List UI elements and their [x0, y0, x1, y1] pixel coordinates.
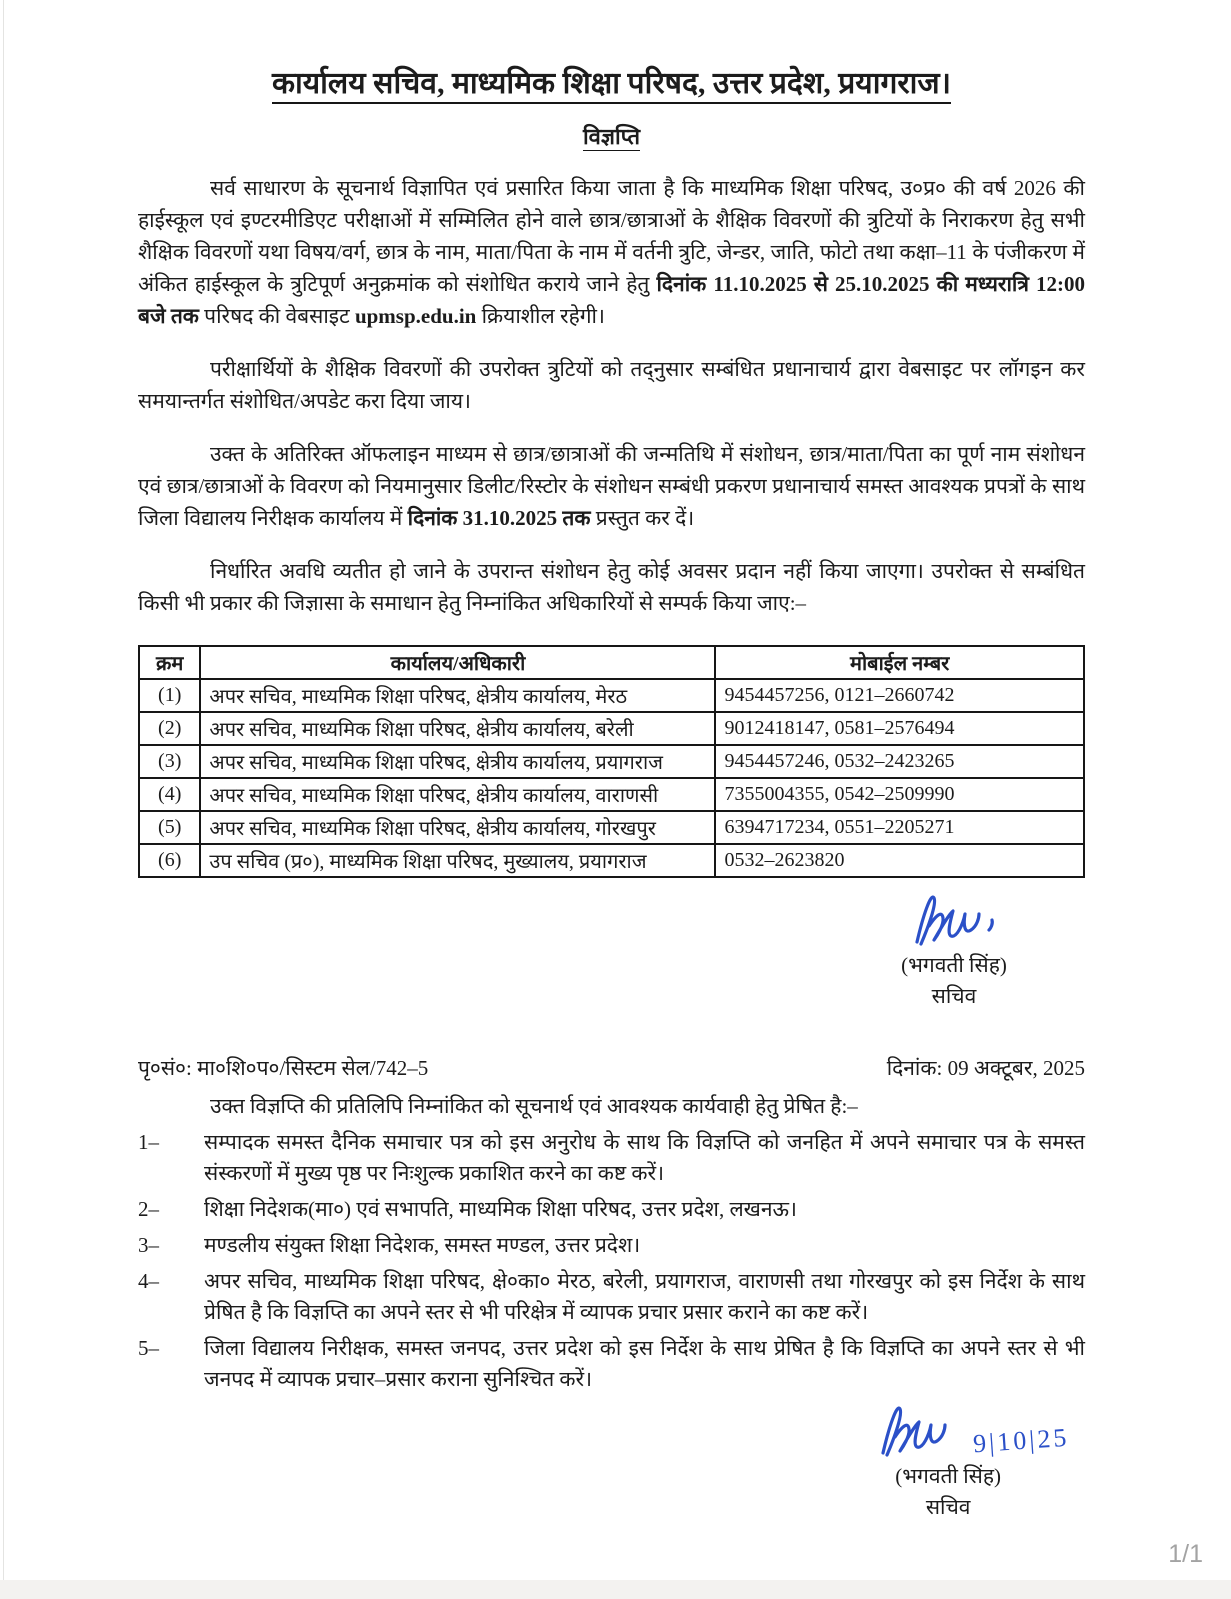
reference-number: पृ०सं०: मा०शि०प०/सिस्टम सेल/742–5 — [138, 1055, 429, 1080]
list-item — [138, 1127, 1085, 1189]
list-item — [138, 1266, 1085, 1328]
row-office: अपर सचिव, माध्यमिक शिक्षा परिषद, क्षेत्रीय कार्यालय, वाराणसी — [200, 778, 715, 811]
reference-date: दिनांक: 09 अक्टूबर, 2025 — [886, 1055, 1085, 1080]
row-office: अपर सचिव, माध्यमिक शिक्षा परिषद, क्षेत्रीय कार्यालय, प्रयागराज — [200, 745, 715, 778]
signature-ink-bottom — [895, 1397, 1071, 1461]
list-item-text: सम्पादक समस्त दैनिक समाचार पत्र को इस अनुरोध के साथ कि विज्ञप्ति को जनहित में अपने समाचार पत्र के समस्त संस्करणों में मुख्य पृष्ठ पर निःशुल्क प्रकाशित करने का कष्ट करें। — [204, 1129, 1085, 1185]
signature-block-top — [889, 886, 1019, 1012]
signatory-name: (भगवती सिंह) — [901, 952, 1007, 977]
copy-intro-line: उक्त विज्ञप्ति की प्रतिलिपि निम्नांकित को सूचनार्थ एवं आवश्यक कार्यवाही हेतु प्रेषित है:– — [210, 1093, 858, 1118]
document-title — [138, 64, 1085, 105]
table-row — [139, 811, 1084, 844]
reference-row — [138, 1054, 1085, 1082]
page-indicator: 1/1 — [1168, 1540, 1203, 1568]
table-row — [139, 844, 1084, 877]
handwritten-date: 9|10|25 — [972, 1422, 1071, 1458]
row-phone: 0532–2623820 — [715, 844, 1084, 877]
list-item-text: जिला विद्यालय निरीक्षक, समस्त जनपद, उत्तर प्रदेश को इस निर्देश के साथ प्रेषित है कि विज्ञप्ति का अपने स्तर से भी जनपद में व्यापक प्रचार–प्रसार कराना सुनिश्चित करें। — [204, 1335, 1085, 1391]
row-office: अपर सचिव, माध्यमिक शिक्षा परिषद, क्षेत्रीय कार्यालय, गोरखपुर — [200, 811, 715, 844]
signatory-name: (भगवती सिंह) — [895, 1463, 1001, 1488]
row-serial: (4) — [139, 778, 200, 811]
signature-scribble-icon — [889, 886, 1019, 950]
table-row — [139, 778, 1084, 811]
header-phone: मोबाईल नम्बर — [715, 646, 1084, 679]
paragraph-1-mid: परिषद की वेबसाइट — [198, 303, 355, 328]
paragraph-4: निर्धारित अवधि व्यतीत हो जाने के उपरान्त संशोधन हेतु कोई अवसर प्रदान नहीं किया जाएगा। उपरोक्त से सम्बंधित किसी भी प्रकार की जिज्ञासा के समाधान हेतु निम्नांकित अधिकारियों से सम्पर्क किया जाए:– — [138, 558, 1085, 615]
list-item — [138, 1230, 1085, 1261]
row-serial: (1) — [139, 679, 200, 712]
row-serial: (2) — [139, 712, 200, 745]
row-phone: 9012418147, 0581–2576494 — [715, 712, 1084, 745]
signatory-designation: सचिव — [931, 983, 977, 1008]
table-row — [139, 712, 1084, 745]
officers-contact-table — [138, 645, 1085, 878]
signature-ink-top — [889, 886, 1019, 950]
row-office: उप सचिव (प्र०), माध्यमिक शिक्षा परिषद, मुख्यालय, प्रयागराज — [200, 844, 715, 877]
list-item-number: 5– — [138, 1335, 159, 1360]
paragraph-1-bold-dates: दिनांक 11.10.2025 से 25.10.2025 की मध्यरात्रि 12:00 बजे तक — [138, 271, 1085, 328]
signature-scribble-icon — [855, 1397, 965, 1461]
paragraph-1 — [138, 172, 1085, 332]
table-row — [139, 679, 1084, 712]
row-phone: 7355004355, 0542–2509990 — [715, 778, 1084, 811]
viewer-bottom-bar — [0, 1580, 1231, 1599]
list-item-number: 1– — [138, 1129, 159, 1154]
list-item-number: 3– — [138, 1232, 159, 1257]
row-office: अपर सचिव, माध्यमिक शिक्षा परिषद, क्षेत्रीय कार्यालय, बरेली — [200, 712, 715, 745]
row-phone: 9454457256, 0121–2660742 — [715, 679, 1084, 712]
signature-block-bottom — [895, 1397, 1071, 1523]
paragraph-1-end: क्रियाशील रहेगी। — [476, 303, 605, 328]
list-item-text: शिक्षा निदेशक(मा०) एवं सभापति, माध्यमिक शिक्षा परिषद, उत्तर प्रदेश, लखनऊ। — [204, 1196, 797, 1221]
row-office: अपर सचिव, माध्यमिक शिक्षा परिषद, क्षेत्रीय कार्यालय, मेरठ — [200, 679, 715, 712]
header-office: कार्यालय/अधिकारी — [200, 646, 715, 679]
website-text: upmsp.edu.in — [354, 303, 477, 328]
paragraph-2: परीक्षार्थियों के शैक्षिक विवरणों की उपरोक्त त्रुटियों को तद्नुसार सम्बंधित प्रधानाचार्य द्वारा वेबसाइट पर लॉगइन कर समयान्तर्गत संशोधित/अपडेट करा दिया जाय। — [138, 356, 1085, 413]
list-item-number: 2– — [138, 1196, 159, 1221]
table-header-row — [139, 646, 1084, 679]
table-row — [139, 745, 1084, 778]
paragraph-3-bold-date: दिनांक 31.10.2025 तक — [407, 505, 591, 530]
row-phone: 9454457246, 0532–2423265 — [715, 745, 1084, 778]
document-title-text: कार्यालय सचिव, माध्यमिक शिक्षा परिषद, उत्तर प्रदेश, प्रयागराज। — [272, 67, 951, 104]
row-serial: (3) — [139, 745, 200, 778]
row-serial: (6) — [139, 844, 200, 877]
paragraph-1-text: सर्व साधारण के सूचनार्थ विज्ञापित एवं प्रसारित किया जाता है कि माध्यमिक शिक्षा परिषद, उ०प्र० की वर्ष 2026 की हाईस्कूल एवं इण्टरमीडिएट परीक्षाओं में सम्मिलित होने वाले छात्र/छात्राओं के शैक्षिक विवरणों की त्रुटियों के निराकरण हेतु सभी शैक्षिक विवरणों यथा विषय/वर्ग, छात्र के नाम, माता/पिता के नाम में वर्तनी त्रुटि, जेन्डर, जाति, फोटो तथा कक्षा–11 के पंजीकरण में अंकित हाईस्कूल के त्रुटिपूर्ण अनुक्रमांक को संशोधित कराये जाने हेतु — [138, 175, 1085, 296]
list-item-text: मण्डलीय संयुक्त शिक्षा निदेशक, समस्त मण्डल, उत्तर प्रदेश। — [204, 1232, 641, 1257]
list-item — [138, 1333, 1085, 1395]
row-phone: 6394717234, 0551–2205271 — [715, 811, 1084, 844]
document-subtitle — [138, 121, 1085, 151]
paragraph-3-text: उक्त के अतिरिक्त ऑफलाइन माध्यम से छात्र/छात्राओं की जन्मतिथि में संशोधन, छात्र/माता/पिता का पूर्ण नाम संशोधन एवं छात्र/छात्राओं के विवरण को नियमानुसार डिलीट/रिस्टोर के संशोधन सम्बंधी प्रकरण प्रधानाचार्य समस्त आवश्यक प्रपत्रों के साथ जिला विद्यालय निरीक्षक कार्यालय में — [138, 441, 1085, 530]
header-serial: क्रम — [139, 646, 200, 679]
list-item — [138, 1194, 1085, 1225]
paragraph-3-end: प्रस्तुत कर दें। — [590, 505, 695, 530]
row-serial: (5) — [139, 811, 200, 844]
list-item-number: 4– — [138, 1268, 159, 1293]
signatory-designation: सचिव — [925, 1494, 971, 1519]
list-item-text: अपर सचिव, माध्यमिक शिक्षा परिषद, क्षे०का० मेरठ, बरेली, प्रयागराज, वाराणसी तथा गोरखपुर को इस निर्देश के साथ प्रेषित है कि विज्ञप्ति का अपने स्तर से भी परिक्षेत्र में व्यापक प्रचार प्रसार कराने का कष्ट करें। — [204, 1268, 1085, 1324]
paragraph-3 — [138, 438, 1085, 534]
copy-distribution-list — [138, 1127, 1085, 1395]
document-subtitle-text: विज्ञप्ति — [582, 123, 641, 149]
